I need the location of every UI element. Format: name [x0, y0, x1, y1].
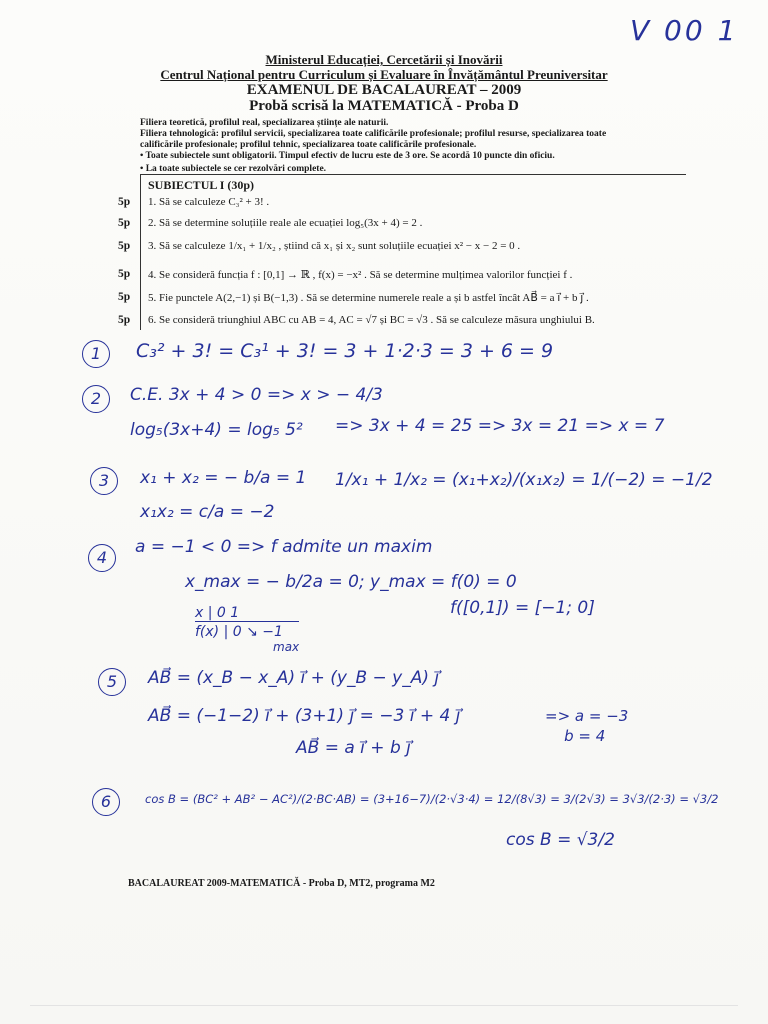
- solution-6-cosine-law: cos B = (BC² + AB² − AC²)/(2·BC·AB) = (3+16−7)/(2·√3·4) = 12/(8√3) = 3/(2√3) = 3√3/(2·3) = √3/2: [145, 792, 719, 806]
- paper-title: Probă scrisă la MATEMATICĂ - Proba D: [249, 98, 519, 114]
- info-line: calificările profesionale; profilul tehnic, specializarea toate calificările profesionale.: [140, 140, 477, 150]
- solution-number-1: 1: [82, 340, 110, 368]
- problem-points: 5p: [118, 240, 131, 252]
- solution-1: C₃² + 3! = C₃¹ + 3! = 3 + 1·2·3 = 3 + 6 = 9: [136, 340, 554, 362]
- problem-text: 6. Se consideră triunghiul ABC cu AB = 4, AC = √7 și BC = √3 . Să se calculeze măsura unghiului B.: [148, 314, 595, 326]
- info-line: Filiera tehnologică: profilul servicii, specializarea toate calificările profesionale; profilul resurse, specializarea toate: [140, 129, 607, 139]
- solution-4-result: f([0,1]) = [−1; 0]: [450, 598, 595, 618]
- solution-number-4: 4: [88, 544, 116, 572]
- ministry-title: Ministerul Educației, Cercetării și Inovării: [265, 52, 503, 67]
- subject-title: SUBIECTUL I (30p): [148, 178, 255, 192]
- problem-table: [118, 174, 686, 330]
- exam-title: EXAMENUL DE BACALAUREAT – 2009: [246, 82, 522, 98]
- info-line: • La toate subiectele se cer rezolvări complete.: [140, 164, 327, 174]
- variation-note: max: [273, 640, 300, 654]
- problem-points: 5p: [118, 217, 131, 229]
- table-divider: [140, 174, 141, 330]
- solution-6-result: cos B = √3/2: [506, 830, 615, 850]
- table-top-rule: [140, 174, 686, 175]
- variation-row-x: x | 0 1: [195, 605, 240, 621]
- solution-5-form: AB⃗ = a i⃗ + b j⃗: [296, 738, 411, 758]
- solution-number-6: 6: [92, 788, 120, 816]
- center-title: Centrul Național pentru Curriculum și Evaluare în Învățământul Preuniversitar: [160, 67, 608, 82]
- page-footer: BACALAUREAT 2009-MATEMATICĂ - Proba D, MT2, programa M2: [128, 878, 435, 889]
- problem-points: 5p: [118, 268, 131, 280]
- solution-2-log: log₅(3x+4) = log₅ 5²: [130, 420, 303, 440]
- solution-2-condition: C.E. 3x + 4 > 0 => x > − 4/3: [130, 385, 383, 405]
- variation-row-fx: f(x) | 0 ↘ −1: [195, 621, 299, 640]
- solution-5-result: => a = −3 b = 4: [545, 707, 629, 745]
- problem-text: 4. Se consideră funcția f : [0,1] → ℝ , f(x) = −x² . Să se determine mulțimea valorilor funcției f .: [148, 269, 573, 281]
- solution-4-variation-table: [195, 605, 299, 654]
- solution-5-formula: AB⃗ = (x_B − x_A) i⃗ + (y_B − y_A) j⃗: [148, 668, 440, 688]
- problem-points: 5p: [118, 291, 131, 303]
- problem-text: 2. Să se determine soluțiile reale ale ecuației log₅(3x + 4) = 2 .: [148, 217, 423, 229]
- solution-number-2: 2: [82, 385, 110, 413]
- solution-3-result: 1/x₁ + 1/x₂ = (x₁+x₂)/(x₁x₂) = 1/(−2) = −1/2: [335, 470, 713, 490]
- problem-points: 5p: [118, 314, 131, 326]
- solution-4-statement: a = −1 < 0 => f admite un maxim: [135, 537, 433, 557]
- info-line: Filiera teoretică, profilul real, specializarea științe ale naturii.: [140, 118, 389, 128]
- solution-number-5: 5: [98, 668, 126, 696]
- info-line: • Toate subiectele sunt obligatorii. Timpul efectiv de lucru este de 3 ore. Se acordă 10 puncte din oficiu.: [140, 151, 555, 161]
- problem-text: 5. Fie punctele A(2,−1) și B(−1,3) . Să se determine numerele reale a și b astfel încât AB⃗ = a i⃗ + b j⃗ .: [148, 292, 589, 304]
- version-mark: V 00 1: [630, 14, 739, 47]
- problem-text: 1. Să se calculeze C₃² + 3! .: [148, 196, 270, 208]
- solution-3-sum: x₁ + x₂ = − b/a = 1: [140, 468, 307, 488]
- solution-2-result: => 3x + 4 = 25 => 3x = 21 => x = 7: [335, 416, 665, 436]
- solution-5-compute: AB⃗ = (−1−2) i⃗ + (3+1) j⃗ = −3 i⃗ + 4 j⃗: [148, 706, 461, 726]
- solution-3-product: x₁x₂ = c/a = −2: [140, 502, 275, 522]
- problem-text: 3. Să se calculeze 1/x₁ + 1/x₂ , știind că x₁ și x₂ sunt soluțiile ecuației x² − x − 2 = 0 .: [148, 240, 521, 252]
- solution-4-vertex: x_max = − b/2a = 0; y_max = f(0) = 0: [185, 572, 517, 592]
- solution-number-3: 3: [90, 467, 118, 495]
- bottom-rule: [30, 1005, 738, 1006]
- problem-points: 5p: [118, 196, 131, 208]
